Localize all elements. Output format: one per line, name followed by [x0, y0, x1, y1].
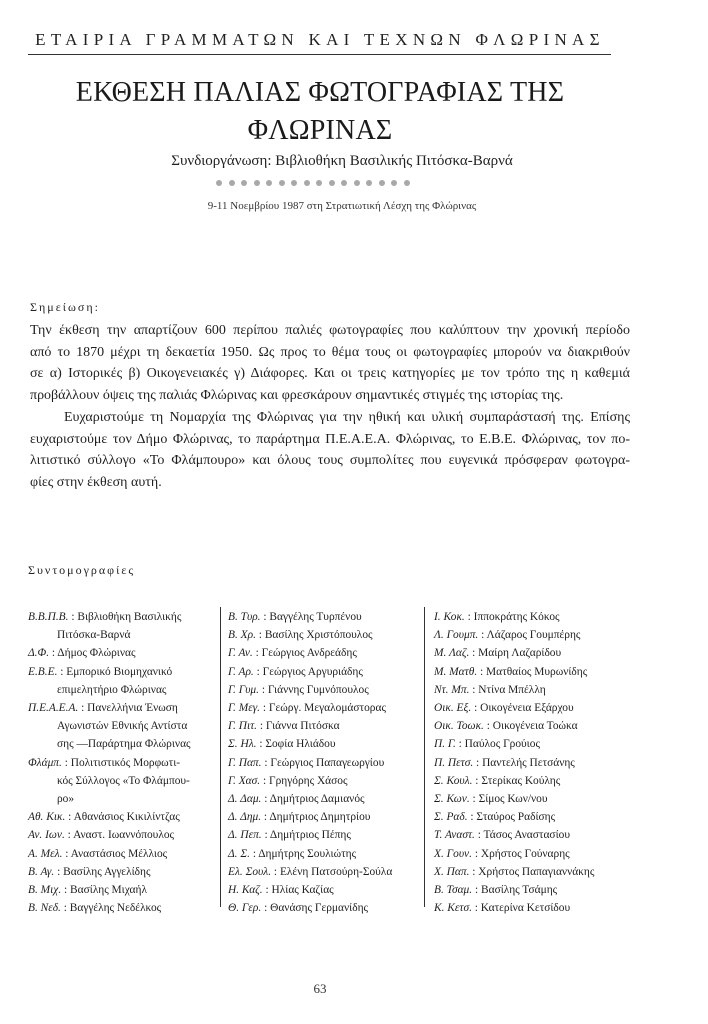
- note-line: φίες στην έκθεση αυτή.: [30, 474, 162, 490]
- abbreviation-key: Β. Μιχ.: [28, 884, 62, 897]
- abbreviation-entry: [28, 735, 218, 753]
- abbreviation-name: Ιπποκράτης Κόκος: [473, 611, 560, 623]
- abbreviation-entry: [28, 754, 218, 790]
- abbreviation-entry: [28, 644, 218, 662]
- abbreviation-separator: :: [472, 884, 481, 897]
- abbreviation-key: Σ. Κουλ.: [434, 774, 473, 787]
- abbreviation-separator: :: [261, 811, 270, 824]
- page-title-line-2: ΦΛΩΡΙΝΑΣ: [247, 115, 393, 146]
- page-title-line-1: ΕΚΘΕΣΗ ΠΑΛΙΑΣ ΦΩΤΟΓΡΑΦΙΑΣ ΤΗΣ: [75, 77, 565, 108]
- abbreviation-entry: [434, 808, 644, 826]
- abbreviation-separator: :: [467, 811, 477, 824]
- abbreviation-entry: [434, 626, 644, 644]
- abbreviation-name: Κατερίνα Κετσίδου: [480, 902, 571, 915]
- abbreviation-key: Οικ. Εξ.: [434, 702, 472, 715]
- abbreviation-separator: :: [472, 774, 482, 787]
- abbreviation-entry: [228, 772, 418, 790]
- abbreviation-key: Γ. Αρ.: [228, 665, 254, 678]
- abbreviation-key: Β. Τυρ.: [228, 611, 261, 623]
- abbreviation-name-continued: κός Σύλλογος «Το Φλάμπου-: [57, 774, 190, 787]
- abbreviation-separator: :: [49, 647, 58, 660]
- abbreviation-name: Αναστάσιος Μέλλιος: [70, 847, 168, 860]
- abbreviation-entry: [228, 754, 418, 772]
- abbreviation-separator: :: [469, 865, 479, 878]
- abbreviation-separator: :: [256, 738, 266, 751]
- note-line: Ευχαριστούμε τη Νομαρχία της Φλώρινας για την ηθική και υλική συμπαράστασή της. Επίσης: [64, 409, 630, 425]
- abbreviation-separator: :: [261, 756, 271, 769]
- abbreviation-separator: :: [271, 865, 280, 878]
- abbreviation-name: Γεώργιος Αργυριάδης: [262, 665, 363, 678]
- note-label: Σημείωση:: [30, 300, 100, 314]
- note-body: [30, 320, 630, 494]
- abbreviation-key: Σ. Ραδ.: [434, 811, 468, 824]
- abbreviation-key: Ντ. Μπ.: [434, 683, 470, 696]
- abbreviation-separator: :: [260, 611, 270, 623]
- abbreviation-entry: [228, 881, 418, 899]
- abbreviation-separator: :: [471, 847, 481, 860]
- abbreviation-name: Αναστ. Ιωαννόπουλος: [73, 829, 175, 842]
- abbreviation-name: Ελένη Πατσούρη-Σούλα: [279, 865, 393, 878]
- ornament-dot: [216, 180, 222, 186]
- abbreviation-entry: [28, 663, 218, 699]
- abbreviation-separator: :: [253, 665, 263, 678]
- abbreviation-key: Φλάμπ.: [28, 756, 62, 769]
- abbreviation-name: Ματθαίος Μυρωνίδης: [486, 665, 588, 678]
- abbreviation-name: Βασίλης Χριστόπουλος: [264, 629, 373, 642]
- abbreviation-name: Χρήστος Γούναρης: [480, 847, 570, 860]
- note-line: ευχαριστούμε τον Δήμο Φλώρινας, το παράρτημα Π.Ε.Α.Ε.Α. Φλώρινας, το Ε.Β.Ε. Φλώρινας, τον πο-: [30, 431, 630, 447]
- abbreviation-separator: :: [261, 902, 271, 915]
- abbreviation-separator: :: [260, 774, 269, 787]
- ornament-dot: [354, 180, 360, 186]
- abbreviation-key: Δ.Φ.: [28, 647, 50, 660]
- abbreviation-entry: [228, 663, 418, 681]
- abbreviation-separator: :: [250, 847, 259, 860]
- ornament-dot: [304, 180, 310, 186]
- abbreviation-name: Παντελής Πετσάνης: [482, 756, 575, 769]
- abbreviation-separator: :: [469, 683, 479, 696]
- abbreviation-key: Γ. Παπ.: [228, 756, 262, 769]
- ornament-dot: [241, 180, 247, 186]
- abbreviation-separator: :: [262, 884, 272, 897]
- abbreviation-key: Ελ. Σουλ.: [228, 865, 272, 878]
- abbreviation-entry: [228, 790, 418, 808]
- abbreviation-name: Δημήτριος Δημητρίου: [269, 811, 371, 824]
- abbreviation-key: Α. Μελ.: [28, 847, 63, 860]
- abbreviation-separator: :: [473, 756, 483, 769]
- abbreviation-separator: :: [61, 756, 71, 769]
- abbreviation-key: Π. Πετσ.: [434, 756, 474, 769]
- abbreviation-separator: :: [61, 884, 71, 897]
- abbreviation-entry: [434, 826, 644, 844]
- abbreviation-separator: :: [68, 611, 78, 623]
- abbreviation-entry: [434, 772, 644, 790]
- abbreviation-name-continued: ρο»: [57, 793, 75, 806]
- ornament-dot: [404, 180, 410, 186]
- abbreviation-name-continued: Αγωνιστών Εθνικής Αντίστα: [57, 720, 188, 733]
- ornament-dot: [379, 180, 385, 186]
- abbreviation-entry: [28, 826, 218, 844]
- abbreviation-name: Πολιτιστικός Μορφωτι-: [70, 756, 181, 769]
- abbreviation-entry: [28, 845, 218, 863]
- header-rule: [28, 54, 611, 55]
- abbreviation-entry: [28, 863, 218, 881]
- abbreviations-column-2: [228, 608, 418, 917]
- dot-ornament: [216, 180, 416, 190]
- column-divider: [220, 607, 221, 907]
- abbreviation-entry: [434, 754, 644, 772]
- abbreviation-entry: [28, 881, 218, 899]
- abbreviation-key: Χ. Παπ.: [434, 865, 470, 878]
- abbreviation-entry: [28, 790, 218, 808]
- abbreviation-name-continued: Πιτόσκα-Βαρνά: [57, 629, 131, 642]
- abbreviations-label: Συντομογραφίες: [28, 563, 136, 577]
- abbreviation-separator: :: [257, 720, 266, 733]
- abbreviation-key: Δ. Δημ.: [228, 811, 262, 824]
- abbreviation-key: Γ. Πιτ.: [228, 720, 258, 733]
- note-line: σε α) Ιστορικές β) Οικογενειακές γ) Διάφορες. Και οι τρεις κατηγορίες με τον τρόπο της η καθεμιά: [30, 366, 630, 382]
- abbreviation-name: Δήμος Φλώρινας: [57, 647, 136, 660]
- abbreviation-name: Θανάσης Γερμανίδης: [270, 902, 369, 915]
- abbreviation-key: Ε.Β.Ε.: [28, 665, 58, 678]
- abbreviation-name: Δημήτρης Σουλιώτης: [258, 847, 357, 860]
- abbreviation-separator: :: [261, 793, 270, 806]
- abbreviation-name: Ντίνα Μπέλλη: [478, 683, 546, 696]
- abbreviation-entry: [228, 699, 418, 717]
- abbreviation-name: Λάζαρος Γουμπέρης: [486, 629, 581, 642]
- abbreviation-name: Οικογένεια Εξάρχου: [480, 702, 574, 715]
- ornament-dot: [266, 180, 272, 186]
- abbreviation-separator: :: [54, 865, 64, 878]
- ornament-dot: [391, 180, 397, 186]
- abbreviation-separator: :: [260, 702, 269, 715]
- ornament-dot: [254, 180, 260, 186]
- abbreviation-separator: :: [78, 702, 88, 715]
- abbreviation-entry: [228, 735, 418, 753]
- abbreviation-entry: [228, 644, 418, 662]
- abbreviation-separator: :: [62, 847, 71, 860]
- abbreviation-entry: [228, 626, 418, 644]
- abbreviation-entry: [228, 681, 418, 699]
- abbreviation-entry: [434, 881, 644, 899]
- abbreviation-separator: :: [469, 793, 479, 806]
- abbreviation-name: Οικογένεια Τοώκα: [492, 720, 578, 733]
- abbreviation-key: Δ. Πεπ.: [228, 829, 262, 842]
- abbreviation-key: Μ. Ματθ.: [434, 665, 478, 678]
- ornament-dot: [229, 180, 235, 186]
- ornament-dot: [291, 180, 297, 186]
- note-line: λιτιστικό σύλλογο «Το Φλάμπουρο» και όλους τους συμπολίτες που ευγενικά πρόσφεραν φωτογρα-: [30, 453, 630, 469]
- abbreviation-entry: [434, 608, 644, 626]
- abbreviation-separator: :: [471, 902, 481, 915]
- abbreviation-key: Β. Αγ.: [28, 865, 55, 878]
- abbreviation-name: Ηλίας Καζίας: [271, 884, 334, 897]
- abbreviation-key: Θ. Γερ.: [228, 902, 262, 915]
- note-line: προβάλλουν όψεις της παλιάς Φλώρινας και φρεσκάρουν σημαντικές στιγμές της ιστορίας της.: [30, 388, 564, 404]
- abbreviation-entry: [228, 863, 418, 881]
- abbreviation-entry: [434, 899, 644, 917]
- event-dates: 9-11 Νοεμβρίου 1987 στη Στρατιωτική Λέσχη της Φλώρινας: [207, 200, 477, 212]
- abbreviation-name: Βασίλης Μιχαήλ: [70, 884, 148, 897]
- abbreviation-key: Π.Ε.Α.Ε.Α.: [28, 702, 79, 715]
- abbreviation-name: Αθανάσιος Κικιλίντζας: [73, 811, 180, 824]
- abbreviation-key: Π. Γ.: [434, 738, 456, 751]
- abbreviation-key: Σ. Κων.: [434, 793, 470, 806]
- abbreviation-entry: [434, 717, 644, 735]
- abbreviation-key: Χ. Γουν.: [434, 847, 472, 860]
- ornament-dot: [279, 180, 285, 186]
- abbreviation-key: Γ. Μεγ.: [228, 702, 261, 715]
- abbreviation-name: Σίμος Κων/νου: [478, 793, 548, 806]
- note-line: από το 1870 μέχρι τη δεκαετία 1950. Ως προς το θέμα τους οι φωτογραφίες μπορούν να διακριθούν: [30, 344, 630, 360]
- abbreviation-separator: :: [57, 665, 67, 678]
- abbreviation-name-continued: σης —Παράρτημα Φλώρινας: [57, 738, 191, 751]
- abbreviation-name: Γεώργ. Μεγαλομάστορας: [268, 702, 386, 715]
- abbreviation-name: Δημήτριος Δαμιανός: [269, 793, 365, 806]
- abbreviation-entry: [434, 845, 644, 863]
- abbreviation-entry: [434, 644, 644, 662]
- ornament-dot: [329, 180, 335, 186]
- abbreviation-key: Β. Τσαμ.: [434, 884, 473, 897]
- abbreviation-key: Ι. Κοκ.: [434, 611, 465, 623]
- abbreviation-separator: :: [65, 811, 74, 824]
- abbreviation-separator: :: [60, 902, 70, 915]
- abbreviation-key: Β. Νεδ.: [28, 902, 61, 915]
- abbreviation-key: Κ. Κετσ.: [434, 902, 472, 915]
- abbreviation-name: Βασίλης Τσάμης: [481, 884, 558, 897]
- abbreviation-separator: :: [464, 611, 474, 623]
- running-header: ΕΤΑΙΡΙΑ ΓΡΑΜΜΑΤΩΝ ΚΑΙ ΤΕΧΝΩΝ ΦΛΩΡΙΝΑΣ: [35, 30, 605, 49]
- abbreviation-name: Χρήστος Παπαγιαννάκης: [478, 865, 595, 878]
- abbreviation-key: Δ. Σ.: [228, 847, 250, 860]
- abbreviation-separator: :: [259, 683, 268, 696]
- abbreviation-separator: :: [252, 647, 262, 660]
- abbreviations-column-1: [28, 608, 218, 917]
- abbreviation-separator: :: [64, 829, 74, 842]
- abbreviation-key: Τ. Αναστ.: [434, 829, 475, 842]
- abbreviation-entry: [228, 808, 418, 826]
- abbreviation-entry: [434, 699, 644, 717]
- abbreviation-name-continued: επιμελητήριο Φλώρινας: [57, 683, 167, 696]
- abbreviation-key: Δ. Δαμ.: [228, 793, 262, 806]
- abbreviation-key: Λ. Γουμπ.: [434, 629, 479, 642]
- abbreviation-separator: :: [483, 720, 493, 733]
- abbreviation-entry: [28, 899, 218, 917]
- page-number: 63: [313, 981, 327, 996]
- ornament-dot: [341, 180, 347, 186]
- column-divider: [424, 607, 425, 907]
- abbreviation-separator: :: [261, 829, 270, 842]
- abbreviation-separator: :: [477, 665, 487, 678]
- abbreviation-separator: :: [471, 702, 481, 715]
- abbreviation-name: Βαγγέλης Τυρπένου: [269, 611, 362, 623]
- abbreviation-separator: :: [255, 629, 265, 642]
- abbreviation-name: Εμπορικό Βιομηχανικό: [66, 665, 173, 678]
- abbreviation-key: Σ. Ηλ.: [228, 738, 257, 751]
- abbreviation-entry: [28, 808, 218, 826]
- abbreviation-key: Γ. Χασ.: [228, 774, 261, 787]
- abbreviation-name: Βασίλης Αγγελίδης: [63, 865, 151, 878]
- abbreviation-entry: [434, 663, 644, 681]
- abbreviation-key: Αθ. Κικ.: [28, 811, 66, 824]
- abbreviation-separator: :: [478, 629, 487, 642]
- abbreviation-entry: [228, 845, 418, 863]
- abbreviation-entry: [228, 608, 418, 626]
- abbreviation-name: Στερίκας Κούλης: [481, 774, 561, 787]
- abbreviation-name: Γρηγόρης Χάσος: [269, 774, 348, 787]
- abbreviation-name: Γεώργιος Παπαγεωργίου: [270, 756, 385, 769]
- abbreviation-name: Μαίρη Λαζαρίδου: [478, 647, 562, 660]
- ornament-dot: [366, 180, 372, 186]
- abbreviation-entry: [434, 735, 644, 753]
- abbreviation-key: Β.Β.Π.Β.: [28, 611, 69, 623]
- abbreviation-entry: [228, 899, 418, 917]
- abbreviation-name: Σοφία Ηλιάδου: [265, 738, 336, 751]
- abbreviation-entry: [434, 790, 644, 808]
- abbreviation-key: Β. Χρ.: [228, 629, 256, 642]
- abbreviation-key: Μ. Λαζ.: [434, 647, 470, 660]
- abbreviation-name: Γιάννα Πιτόσκα: [265, 720, 340, 733]
- abbreviation-name: Σταύρος Ραδίσης: [476, 811, 556, 824]
- abbreviation-key: Η. Καζ.: [228, 884, 263, 897]
- abbreviation-key: Γ. Γυμ.: [228, 683, 259, 696]
- abbreviation-name: Τάσος Αναστασίου: [483, 829, 570, 842]
- abbreviation-separator: :: [469, 647, 479, 660]
- abbreviation-entry: [434, 681, 644, 699]
- organizer-line: Συνδιοργάνωση: Βιβλιοθήκη Βασιλικής Πιτόσκα-Βαρνά: [171, 153, 513, 169]
- abbreviation-key: Αν. Ιων.: [28, 829, 65, 842]
- note-line: Την έκθεση την απαρτίζουν 600 περίπου παλιές φωτογραφίες που καλύπτουν την χρονική περίοδο: [30, 323, 630, 338]
- abbreviation-name: Βαγγέλης Νεδέλκος: [69, 902, 162, 915]
- abbreviation-key: Γ. Αν.: [228, 647, 253, 660]
- abbreviation-name: Παύλος Γρούιος: [464, 738, 540, 751]
- abbreviations-column-3: [434, 608, 644, 917]
- abbreviation-entry: [28, 608, 218, 644]
- ornament-dot: [316, 180, 322, 186]
- abbreviation-name: Δημήτριος Πέπης: [269, 829, 351, 842]
- abbreviation-key: Οικ. Τοωκ.: [434, 720, 484, 733]
- abbreviation-entry: [434, 863, 644, 881]
- abbreviation-entry: [228, 717, 418, 735]
- abbreviation-entry: [28, 699, 218, 735]
- abbreviation-name: Γιάννης Γυμνόπουλος: [267, 683, 369, 696]
- abbreviation-name: Πανελλήνια Ένωση: [87, 702, 178, 715]
- abbreviation-name: Γεώργιος Ανδρεάδης: [261, 647, 357, 660]
- abbreviation-separator: :: [474, 829, 484, 842]
- abbreviation-entry: [228, 826, 418, 844]
- abbreviation-name: Βιβλιοθήκη Βασιλικής: [77, 611, 182, 623]
- abbreviation-separator: :: [455, 738, 465, 751]
